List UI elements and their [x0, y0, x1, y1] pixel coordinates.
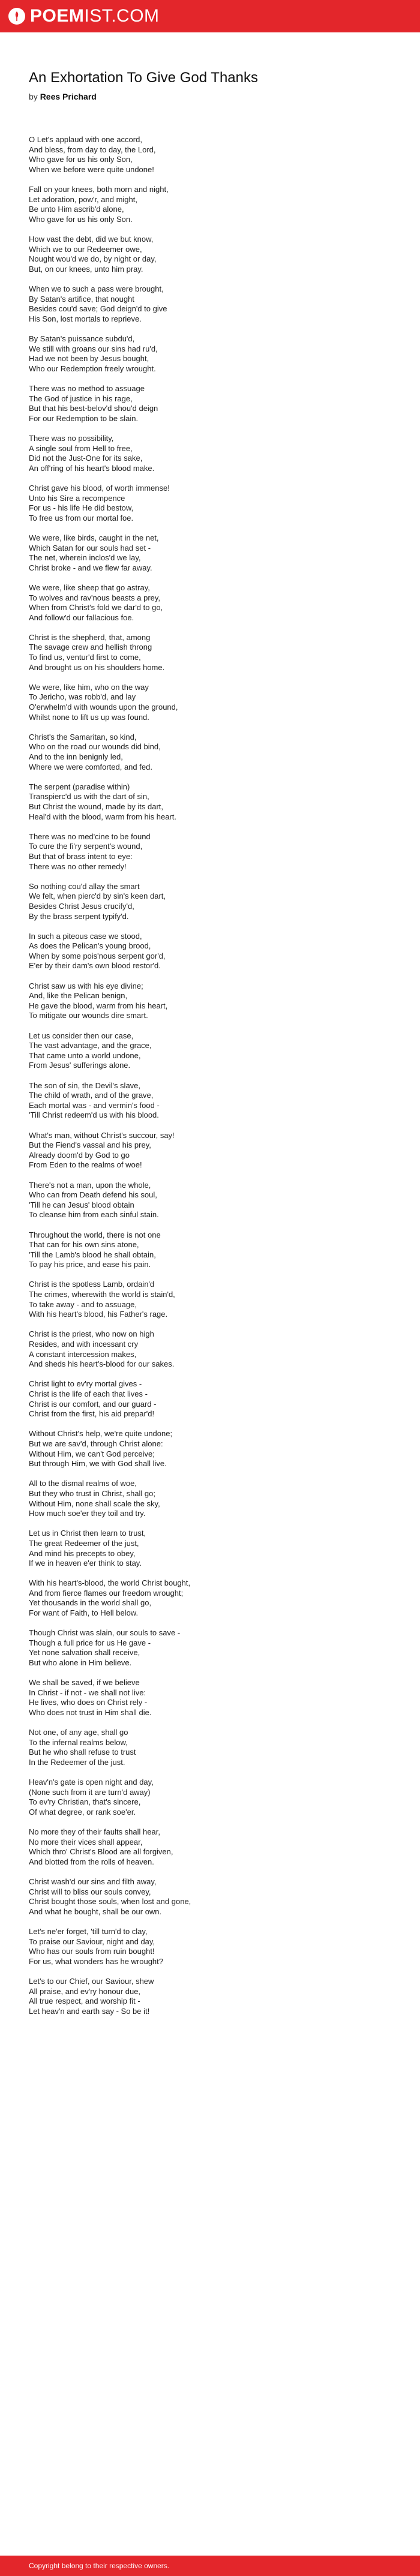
poem-line: And blotted from the rolls of heaven.	[29, 1857, 154, 1866]
poem-stanza	[29, 1329, 391, 1369]
poem-line: The savage crew and hellish throng	[29, 643, 152, 652]
poem-line: Whilst none to lift us up was found.	[29, 712, 149, 722]
poem-line: He lives, who does on Christ rely -	[29, 1698, 148, 1707]
poem-line: Christ saw us with his eye divine;	[29, 981, 143, 990]
poem-line: Who can from Death defend his soul,	[29, 1190, 157, 1200]
poem-line: E'er by their dam's own blood restor'd.	[29, 961, 161, 971]
poem-stanza	[29, 1529, 391, 1568]
poem-line: And mind his precepts to obey,	[29, 1548, 136, 1558]
poem-line: Christ light to ev'ry mortal gives -	[29, 1379, 142, 1389]
poem-stanza	[29, 384, 391, 424]
poem-line: Nought wou'd we do, by night or day,	[29, 254, 157, 264]
poem-line: All to the dismal realms of woe,	[29, 1479, 137, 1488]
poem-line: To mitigate our wounds dire smart.	[29, 1011, 148, 1020]
poem-line: Christ gave his blood, of worth immense!	[29, 483, 170, 493]
logo-bold-text: POEM	[30, 6, 85, 26]
poem-line: O Let's applaud with one accord,	[29, 135, 142, 145]
poem-line: To find us, ventur'd first to come,	[29, 653, 141, 662]
poem-line: By Satan's artifice, that nought	[29, 294, 134, 304]
poem-line: Heav'n's gate is open night and day,	[29, 1778, 154, 1787]
poem-line: When by some pois'nous serpent gor'd,	[29, 951, 166, 960]
poem-line: Christ is our comfort, and our guard -	[29, 1399, 157, 1409]
poem-stanza	[29, 882, 391, 921]
poem-line: Besides Christ Jesus crucify'd,	[29, 901, 134, 911]
poem-line: But, on our knees, unto him pray.	[29, 264, 143, 274]
poem-line: Who gave for us his only Son.	[29, 214, 133, 224]
poem-line: How vast the debt, did we but know,	[29, 235, 154, 244]
poem-line: To ev'ry Christian, that's sincere,	[29, 1797, 141, 1807]
poem-line: We felt, when pierc'd by sin's keen dart,	[29, 891, 166, 901]
poem-stanza	[29, 284, 391, 324]
poem-line: When we before were quite undone!	[29, 164, 154, 174]
site-logo[interactable]	[30, 6, 160, 26]
poem-line: From Eden to the realms of woe!	[29, 1160, 142, 1170]
poem-line: Christ from the first, his aid prepar'd!	[29, 1409, 155, 1419]
poem-line: There's not a man, upon the whole,	[29, 1180, 151, 1190]
poem-stanza	[29, 1877, 391, 1917]
poem-line: Christ is the priest, who now on high	[29, 1329, 154, 1339]
poem-line: From Jesus' sufferings alone.	[29, 1061, 131, 1070]
poem-line: Yet none salvation shall receive,	[29, 1648, 140, 1658]
poem-line: To wolves and rav'nous beasts a prey,	[29, 593, 161, 602]
poem-line: O'erwhelm'd with wounds upon the ground,	[29, 702, 178, 712]
poem-line: A single soul from Hell to free,	[29, 443, 133, 453]
poem-line: We still with groans our sins had ru'd,	[29, 344, 158, 353]
poem-line: To take away - and to assuage,	[29, 1299, 137, 1309]
poem-line: And what he bought, shall be our own.	[29, 1907, 162, 1916]
poem-line: As does the Pelican's young brood,	[29, 941, 151, 951]
poem-line: By the brass serpent typify'd.	[29, 911, 129, 921]
poem-line: Let heav'n and earth say - So be it!	[29, 2006, 150, 2016]
site-header	[0, 0, 420, 32]
poem-line: The son of sin, the Devil's slave,	[29, 1080, 141, 1090]
poem-line: Without Him, we can't God perceive;	[29, 1449, 155, 1458]
poem-line: The God of justice in his rage,	[29, 394, 133, 403]
poem-line: But the Fiend's vassal and his prey,	[29, 1140, 151, 1150]
poem-line: For us, what wonders has he wrought?	[29, 1956, 164, 1966]
poem-line: Fall on your knees, both morn and night,	[29, 185, 169, 194]
poem-line: The crimes, wherewith the world is stain'd,	[29, 1290, 175, 1299]
author-link[interactable]: Rees Prichard	[40, 92, 97, 102]
poem-line: What's man, without Christ's succour, say!	[29, 1130, 175, 1140]
poem-line: There was no med'cine to be found	[29, 831, 151, 841]
poem-line: To praise our Saviour, night and day,	[29, 1936, 155, 1946]
poem-line: With his heart's blood, his Father's rage.	[29, 1310, 168, 1319]
poem-line: In Christ - if not - we shall not live:	[29, 1688, 146, 1697]
poem-line: We were, like sheep that go astray,	[29, 583, 150, 592]
poem-line: Already doom'd by God to go	[29, 1150, 130, 1160]
poem-line: And to the inn benignly led,	[29, 752, 123, 761]
by-label: by	[29, 92, 38, 102]
poem-line: Transpierc'd us with the dart of sin,	[29, 792, 149, 801]
poem-stanza	[29, 683, 391, 722]
poem-line: We shall be saved, if we believe	[29, 1678, 140, 1688]
poem-line: But Christ the wound, made by its dart,	[29, 801, 163, 811]
poem-stanza	[29, 1778, 391, 1817]
poem-stanza	[29, 185, 391, 224]
poem-line: And bless, from day to day, the Lord,	[29, 145, 156, 154]
poem-line: That came unto a world undone,	[29, 1050, 141, 1060]
poem-line: All true respect, and worship fit -	[29, 1996, 140, 2006]
poem-line: Without Him, none shall scale the sky,	[29, 1499, 160, 1508]
poem-stanza	[29, 434, 391, 473]
poem-line: By Satan's puissance subdu'd,	[29, 334, 135, 344]
poem-line: Heal'd with the blood, warm from his heart.	[29, 812, 176, 821]
poem-line: But that his best-belov'd shou'd deign	[29, 404, 158, 413]
poem-line: But who alone in Him believe.	[29, 1658, 132, 1668]
poem-stanza	[29, 1280, 391, 1319]
poem-line: Christ is the spotless Lamb, ordain'd	[29, 1280, 155, 1289]
poem-line: Without Christ's help, we're quite undone;	[29, 1429, 173, 1439]
poem-stanza	[29, 1081, 391, 1121]
poem-line: So nothing cou'd allay the smart	[29, 881, 140, 891]
poem-line: The great Redeemer of the just,	[29, 1538, 139, 1548]
poem-line: Let us consider then our case,	[29, 1031, 134, 1040]
poem-line: No more they of their faults shall hear,	[29, 1827, 160, 1837]
poem-line: Did not the Just-One for its sake,	[29, 454, 143, 463]
poem-line: Of what degree, or rank soe'er.	[29, 1807, 136, 1817]
poem-line: And sheds his heart's-blood for our sakes.	[29, 1359, 175, 1369]
poem-line: To cleanse him from each sinful stain.	[29, 1210, 159, 1220]
poem-stanza	[29, 1578, 391, 1618]
poem-line: Christ bought those souls, when lost and gone,	[29, 1897, 191, 1907]
poem-line: The serpent (paradise within)	[29, 782, 130, 791]
poem-line: If we in heaven e'er think to stay.	[29, 1559, 142, 1568]
poem-stanza	[29, 1728, 391, 1767]
poem-line: No more their vices shall appear,	[29, 1837, 143, 1847]
poem-line: Which thro' Christ's Blood are all forgiven,	[29, 1847, 173, 1857]
poem-line: But through Him, we with God shall live.	[29, 1459, 167, 1469]
poem-line: The child of wrath, and of the grave,	[29, 1091, 154, 1100]
poem-stanza	[29, 1230, 391, 1270]
poem-stanza	[29, 1977, 391, 2016]
poem-line: The net, wherein inclos'd we lay,	[29, 553, 141, 563]
poem-stanza	[29, 932, 391, 971]
poem-line: A constant intercession makes,	[29, 1349, 137, 1359]
copyright-text: Copyright belong to their respective owners.	[29, 2562, 170, 2570]
poem-line: An off'ring of his heart's blood make.	[29, 463, 155, 473]
poem-line: We were, like him, who on the way	[29, 682, 149, 692]
poem-line: But they who trust in Christ, shall go;	[29, 1488, 155, 1498]
poem-line: Not one, of any age, shall go	[29, 1728, 128, 1737]
poem-line: Had we not been by Jesus bought,	[29, 354, 149, 364]
poem-line: Christ broke - and we flew far away.	[29, 563, 152, 572]
poem-line: Who does not trust in Him shall die.	[29, 1708, 152, 1717]
poem-stanza	[29, 583, 391, 623]
main-content	[0, 32, 420, 2016]
logo-rest-text: IST.COM	[84, 6, 160, 26]
poem-stanza	[29, 1131, 391, 1170]
poem-line: To Jericho, was robb'd, and lay	[29, 692, 136, 702]
poem-line: Though a full price for us He gave -	[29, 1638, 151, 1647]
poem-line: 'Till he can Jesus' blood obtain	[29, 1200, 134, 1209]
poem-line: But that of brass intent to eye:	[29, 851, 133, 861]
poem-stanza	[29, 1379, 391, 1419]
poem-line: Resides, and with incessant cry	[29, 1340, 139, 1349]
poem-line: For our Redemption to be slain.	[29, 413, 139, 423]
poem-line: Who on the road our wounds did bind,	[29, 742, 161, 752]
poem-line: Where we were comforted, and fed.	[29, 762, 152, 771]
poem-title: An Exhortation To Give God Thanks	[29, 70, 258, 86]
poem-line: All praise, and ev'ry honour due,	[29, 1986, 141, 1996]
poem-line: Which we to our Redeemer owe,	[29, 244, 142, 254]
poem-line: Christ is the shepherd, that, among	[29, 632, 151, 642]
poem-stanza	[29, 533, 391, 573]
poem-line: In the Redeemer of the just.	[29, 1757, 125, 1767]
poem-line: There was no possibility,	[29, 434, 114, 443]
poem-line: Let's ne'er forget, 'till turn'd to clay,	[29, 1927, 148, 1936]
poem-byline	[29, 92, 391, 101]
poem-line: In such a piteous case we stood,	[29, 931, 142, 941]
poem-line: Which Satan for our souls had set -	[29, 543, 151, 553]
poem-stanza	[29, 782, 391, 822]
poem-line: Throughout the world, there is not one	[29, 1230, 161, 1239]
site-footer	[0, 2556, 420, 2576]
poem-stanza	[29, 1181, 391, 1220]
poem-line: And from fierce flames our freedom wrought;	[29, 1588, 184, 1598]
poem-stanza	[29, 1429, 391, 1469]
poem-line: Christ wash'd our sins and filth away,	[29, 1877, 157, 1887]
poem-line: The vast advantage, and the grace,	[29, 1041, 152, 1050]
poem-stanza	[29, 235, 391, 274]
poem-line: His Son, lost mortals to reprieve.	[29, 314, 142, 323]
poem-stanza	[29, 1678, 391, 1718]
poem-line: Each mortal was - and vermin's food -	[29, 1100, 160, 1110]
poem-line: We were, like birds, caught in the net,	[29, 533, 159, 542]
poem-stanza	[29, 981, 391, 1021]
poem-line: He gave the blood, warm from his heart,	[29, 1001, 168, 1010]
poem-body	[29, 135, 391, 2016]
poem-line: Unto his Sire a recompence	[29, 493, 125, 503]
poem-stanza	[29, 1479, 391, 1518]
poem-line: Let's to our Chief, our Saviour, shew	[29, 1977, 154, 1986]
poem-line: Though Christ was slain, our souls to save -	[29, 1628, 181, 1638]
poem-line: And follow'd our fallacious foe.	[29, 613, 134, 622]
poem-line: Be unto Him ascrib'd alone,	[29, 205, 124, 214]
poem-stanza	[29, 135, 391, 175]
poem-line: And brought us on his shoulders home.	[29, 662, 165, 672]
poem-stanza	[29, 1927, 391, 1966]
poem-stanza	[29, 633, 391, 672]
poem-line: Who our Redemption freely wrought.	[29, 364, 156, 373]
quill-icon[interactable]	[8, 8, 25, 25]
poem-stanza	[29, 334, 391, 374]
poem-line: How much soe'er they toil and try.	[29, 1509, 146, 1518]
poem-stanza	[29, 1628, 391, 1668]
poem-line: To pay his price, and ease his pain.	[29, 1260, 151, 1269]
poem-line: Christ is the life of each that lives -	[29, 1389, 148, 1398]
poem-line: Let us in Christ then learn to trust,	[29, 1529, 146, 1538]
poem-line: For us - his life He did bestow,	[29, 503, 134, 513]
poem-stanza	[29, 1827, 391, 1867]
poem-line: (None such from it are turn'd away)	[29, 1787, 151, 1797]
poem-line: Christ's the Samaritan, so kind,	[29, 732, 137, 741]
poem-line: With his heart's-blood, the world Christ bought,	[29, 1578, 191, 1588]
poem-line: That can for his own sins atone,	[29, 1240, 139, 1250]
poem-line: For want of Faith, to Hell below.	[29, 1608, 139, 1618]
poem-line: But we are sav'd, through Christ alone:	[29, 1439, 163, 1448]
quill-svg	[11, 11, 22, 22]
poem-line: Let adoration, pow'r, and might,	[29, 194, 137, 204]
poem-stanza	[29, 732, 391, 772]
poem-line: Besides cou'd save; God deign'd to give	[29, 304, 167, 314]
poem-line: When we to such a pass were brought,	[29, 284, 164, 294]
poem-line: When from Christ's fold we dar'd to go,	[29, 603, 163, 613]
poem-line: 'Till Christ redeem'd us with his blood.	[29, 1110, 159, 1120]
poem-line: But he who shall refuse to trust	[29, 1748, 136, 1757]
poem-line: Christ will to bliss our souls convey,	[29, 1887, 151, 1896]
poem-line: And, like the Pelican benign,	[29, 991, 128, 1001]
poem-line: To cure the fi'ry serpent's wound,	[29, 842, 143, 851]
poem-line: 'Till the Lamb's blood he shall obtain,	[29, 1250, 156, 1259]
poem-line: Yet thousands in the world shall go,	[29, 1598, 152, 1608]
poem-stanza	[29, 484, 391, 523]
poem-line: To the infernal realms below,	[29, 1737, 128, 1747]
poem-line: To free us from our mortal foe.	[29, 513, 134, 523]
poem-stanza	[29, 832, 391, 872]
poem-line: Who has our souls from ruin bought!	[29, 1947, 155, 1956]
poem-line: Who gave for us his only Son,	[29, 155, 133, 164]
poem-stanza	[29, 1031, 391, 1071]
poem-line: There was no other remedy!	[29, 861, 127, 871]
poem-line: There was no method to assuage	[29, 384, 145, 394]
